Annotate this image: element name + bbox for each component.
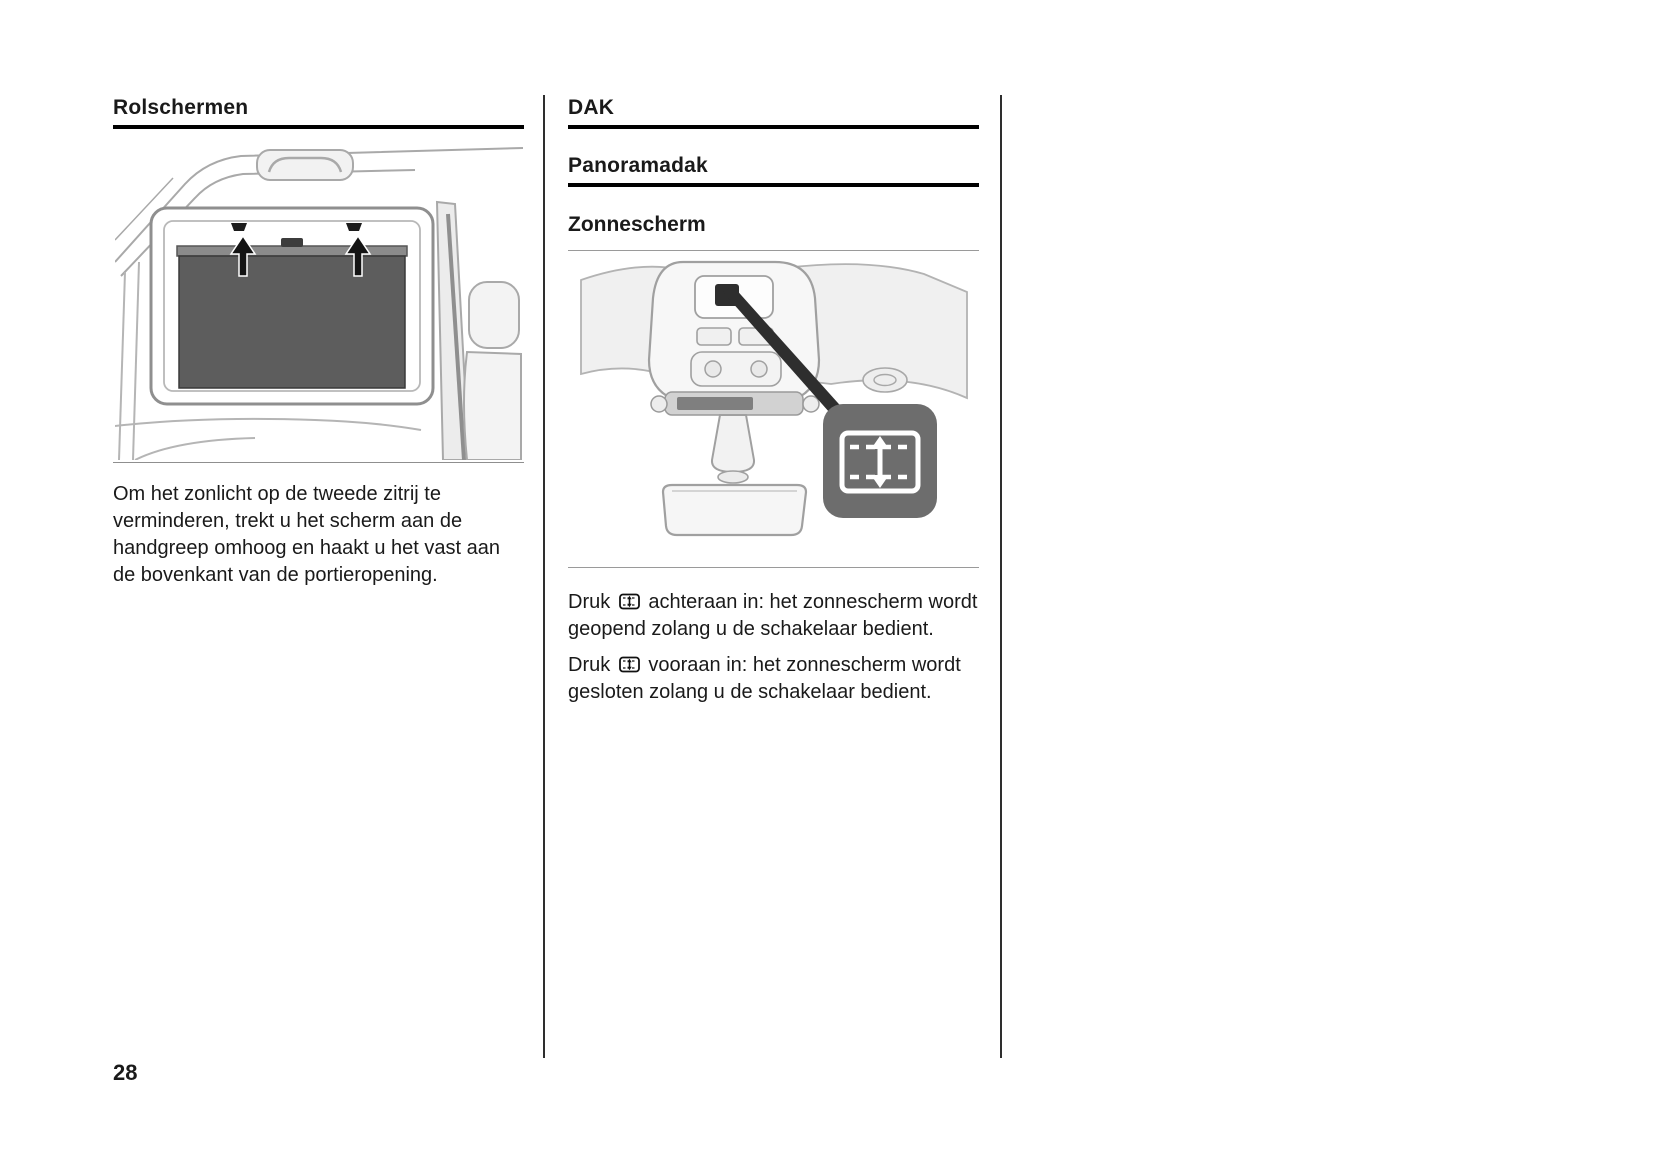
instruction-prefix: Druk xyxy=(568,591,611,613)
instruction-paragraph-close xyxy=(568,652,979,706)
topic-heading-zonnescherm: Zonnescherm xyxy=(568,213,706,236)
section-heading-rolschermen: Rolschermen xyxy=(113,96,524,129)
roller-blind-drawing xyxy=(115,144,523,460)
pillar-and-seat xyxy=(437,202,521,460)
roller-blind xyxy=(177,238,407,388)
overhead-console xyxy=(649,262,819,404)
grab-handle xyxy=(257,150,353,180)
section-heading-dak: DAK xyxy=(568,96,979,129)
roller-blind-figure xyxy=(113,144,524,463)
column-divider-left xyxy=(543,95,545,1058)
subsection-heading-panoramadak: Panoramadak xyxy=(568,154,979,187)
sunshade-switch-icon xyxy=(619,593,640,610)
left-paragraph: Om het zonlicht op de tweede zitrij te verminderen, trekt u het scherm aan de handgreep omhoog en haakt u het vast aan de bovenkant van de portieropening. xyxy=(113,483,500,586)
page-number: 28 xyxy=(113,1060,138,1085)
instruction-text: achteraan in: het zonnescherm wordt geopend zolang u de schakelaar bedient. xyxy=(568,591,978,640)
overhead-console-drawing xyxy=(579,258,969,560)
column-divider-right xyxy=(1000,95,1002,1058)
overhead-console-figure xyxy=(568,250,979,568)
visor-mount xyxy=(863,368,907,392)
middle-column xyxy=(568,96,979,706)
display-strip xyxy=(651,392,819,415)
instruction-prefix: Druk xyxy=(568,654,611,676)
sunshade-switch-icon xyxy=(619,656,640,673)
instruction-paragraph-open xyxy=(568,589,979,643)
left-column xyxy=(113,96,524,589)
rearview-mirror xyxy=(663,415,806,535)
sunshade-switch-callout-icon xyxy=(823,404,937,518)
instruction-text: vooraan in: het zonnescherm wordt gesloten zolang u de schakelaar bedient. xyxy=(568,654,961,703)
